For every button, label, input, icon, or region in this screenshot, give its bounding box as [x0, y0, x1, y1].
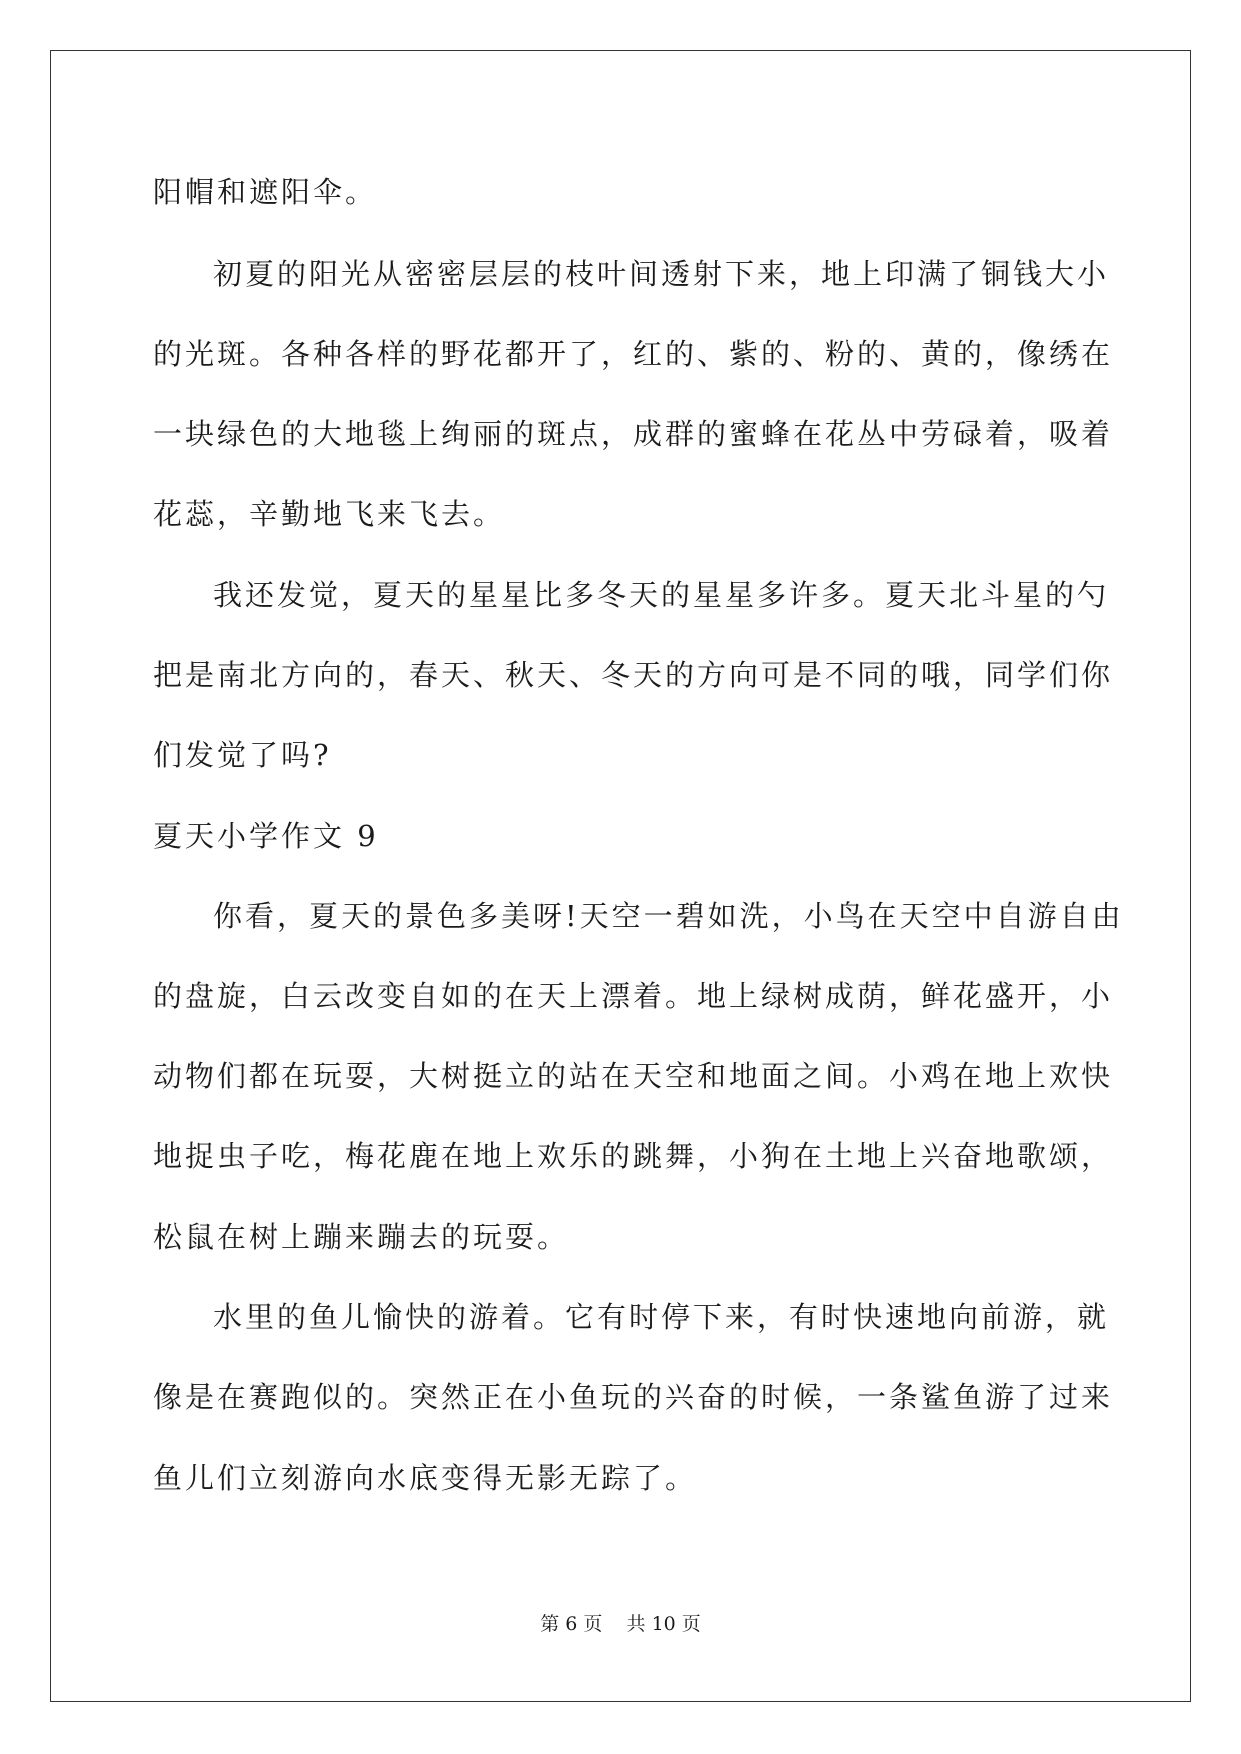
text-line: 水里的鱼儿愉快的游着。它有时停下来，有时快速地向前游，就	[213, 1300, 1110, 1334]
text-line: 像是在赛跑似的。突然正在小鱼玩的兴奋的时候，一条鲨鱼游了过来	[153, 1380, 1114, 1414]
text-line: 一块绿色的大地毯上绚丽的斑点，成群的蜜蜂在花丛中劳碌着，吸着	[153, 417, 1114, 451]
page-total: 共 10 页	[626, 1613, 701, 1635]
text-line: 动物们都在玩耍，大树挺立的站在天空和地面之间。小鸡在地上欢快	[153, 1059, 1114, 1093]
text-line: 花蕊，辛勤地飞来飞去。	[153, 497, 506, 531]
text-line: 们发觉了吗?	[153, 738, 332, 772]
text-line: 你看，夏天的景色多美呀!天空一碧如洗，小鸟在天空中自游自由	[213, 899, 1124, 933]
page-number: 第 6 页	[540, 1613, 603, 1635]
text-line: 鱼儿们立刻游向水底变得无影无踪了。	[153, 1461, 698, 1495]
section-heading: 夏天小学作文 9	[153, 819, 379, 853]
text-line: 的盘旋，白云改变自如的在天上漂着。地上绿树成荫，鲜花盛开，小	[153, 979, 1114, 1013]
page-footer	[0, 1612, 1241, 1636]
text-line: 松鼠在树上蹦来蹦去的玩耍。	[153, 1220, 570, 1254]
text-line: 把是南北方向的，春天、秋天、冬天的方向可是不同的哦，同学们你	[153, 658, 1114, 692]
text-line: 地捉虫子吃，梅花鹿在地上欢乐的跳舞，小狗在土地上兴奋地歌颂，	[153, 1139, 1114, 1173]
text-line: 的光斑。各种各样的野花都开了，红的、紫的、粉的、黄的，像绣在	[153, 337, 1114, 371]
page-frame	[50, 50, 1191, 1702]
text-line: 初夏的阳光从密密层层的枝叶间透射下来，地上印满了铜钱大小	[213, 257, 1110, 291]
text-line: 我还发觉，夏天的星星比多冬天的星星多许多。夏天北斗星的勺	[213, 578, 1110, 612]
text-line: 阳帽和遮阳伞。	[153, 175, 378, 209]
